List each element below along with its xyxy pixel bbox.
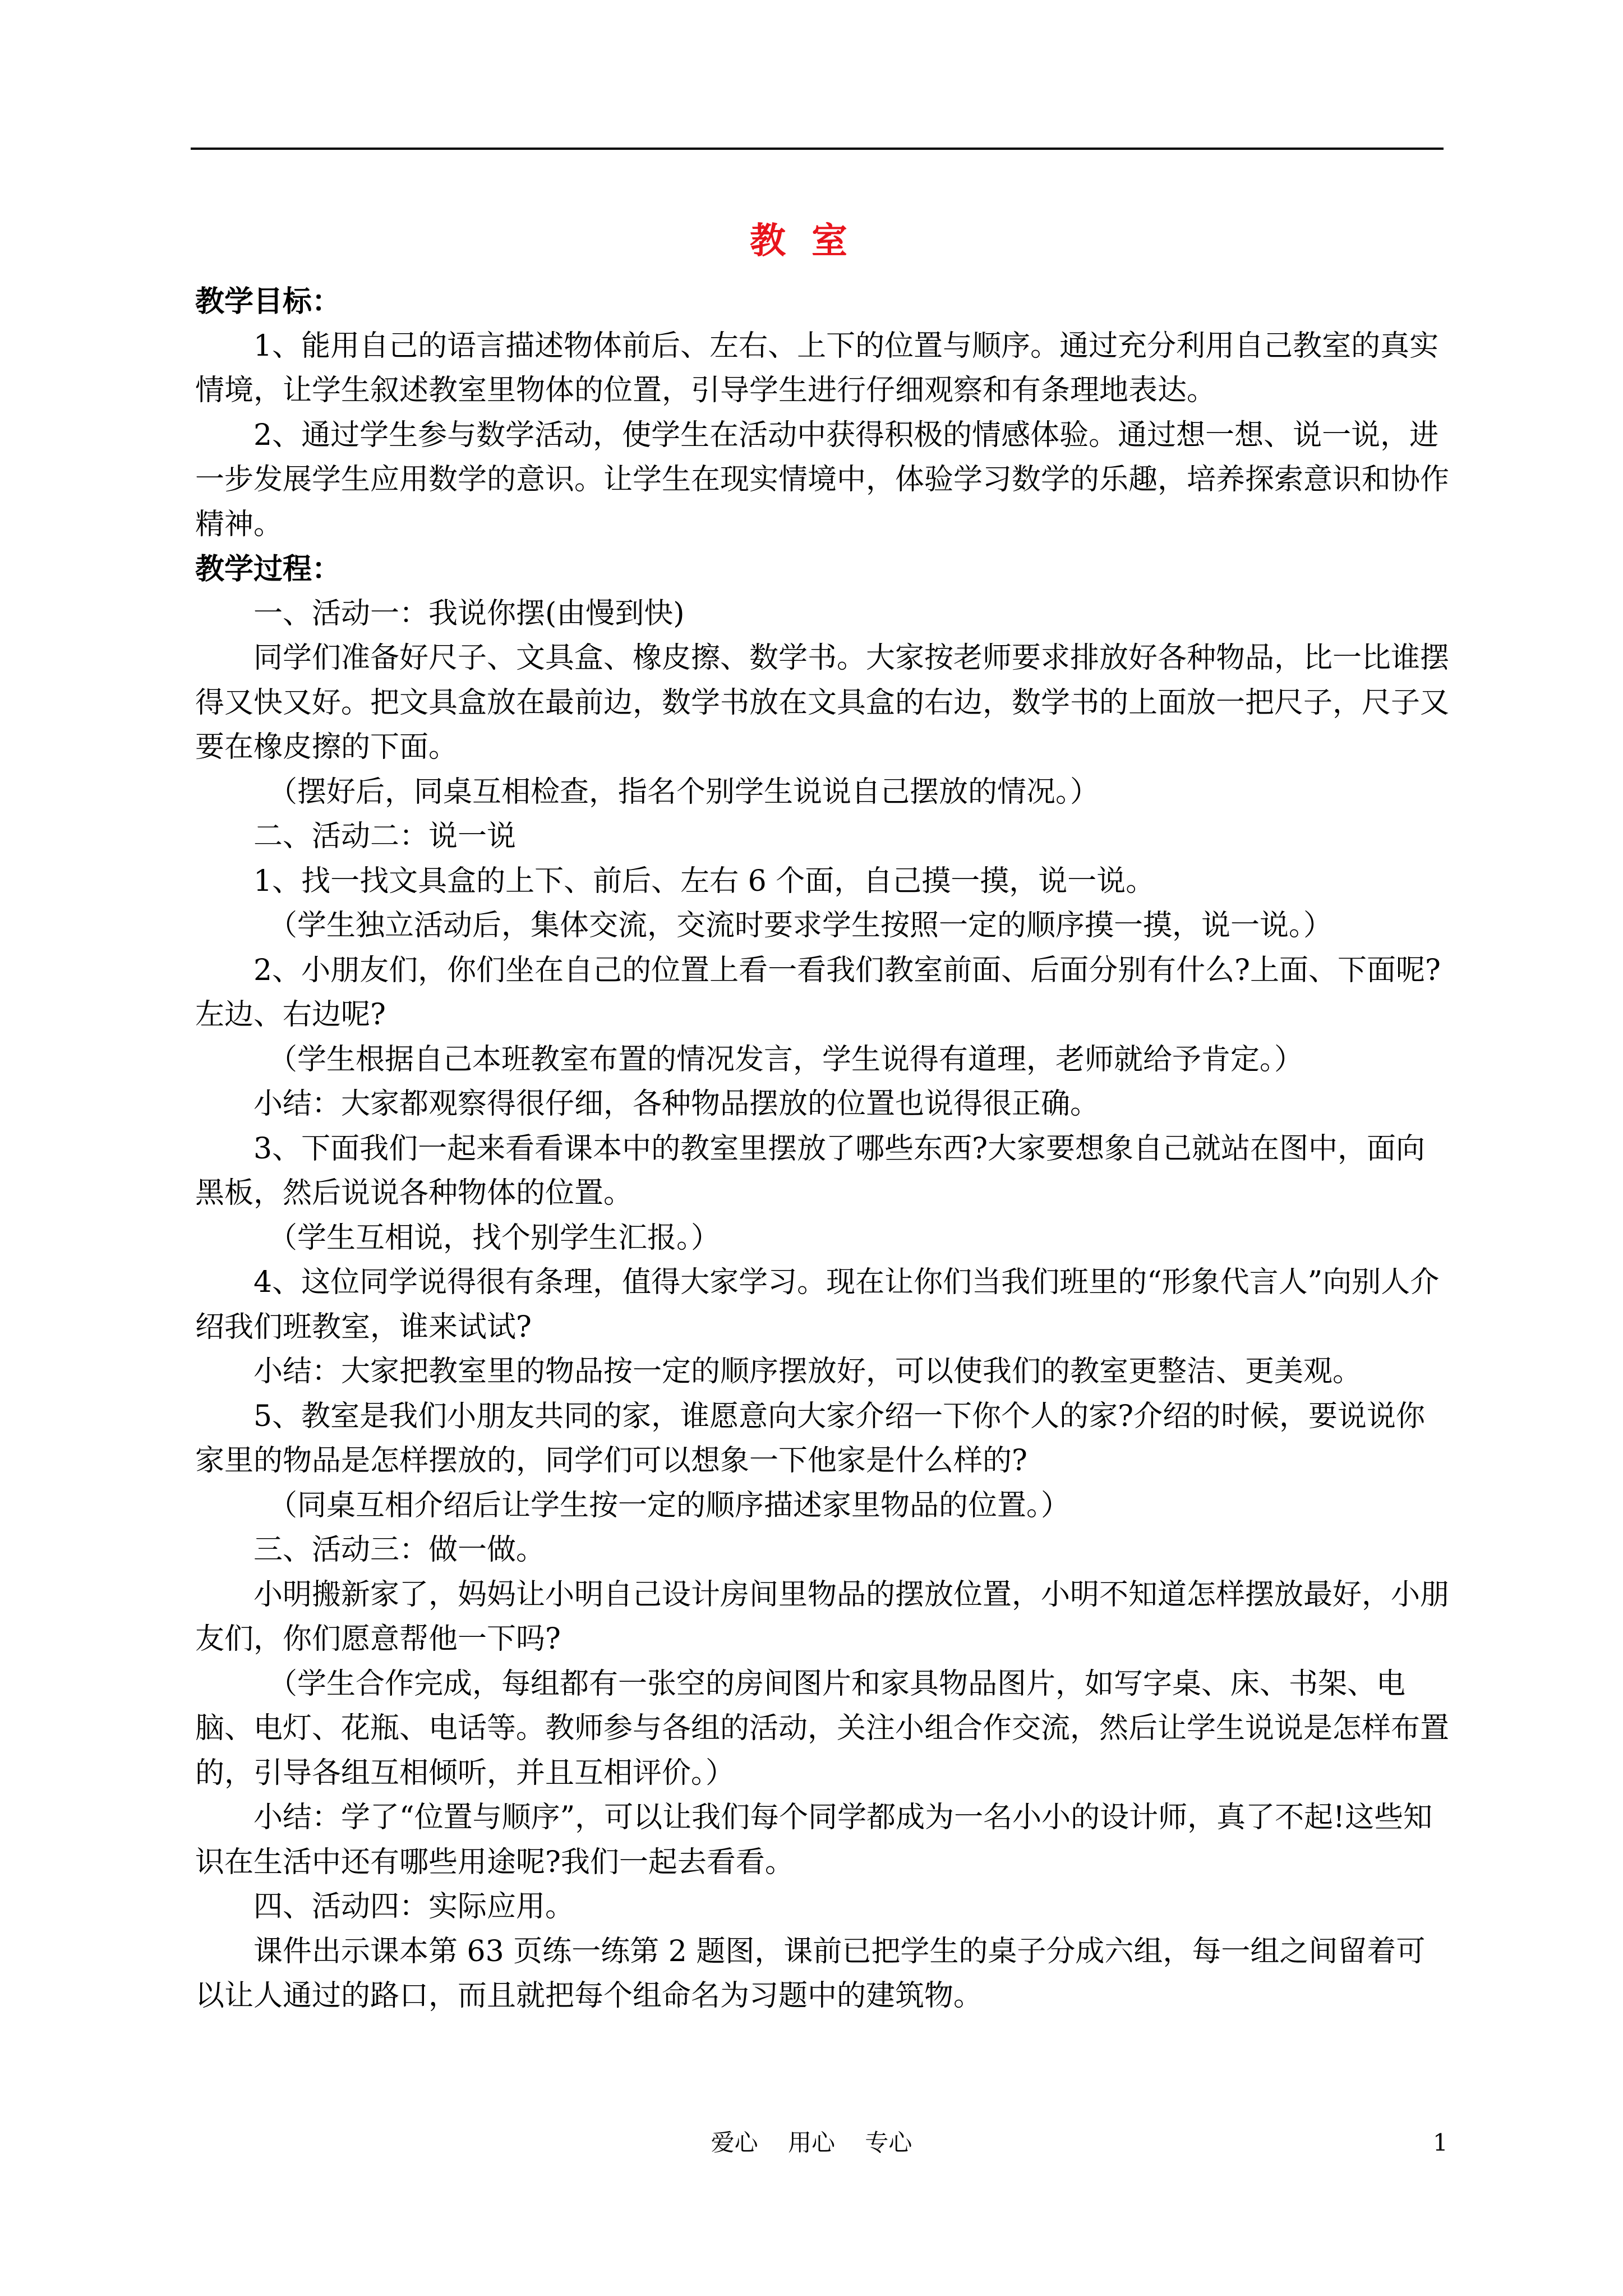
section-heading: 教学过程： [195,552,342,586]
paragraph: （学生独立活动后，集体交流，交流时要求学生按照一定的顺序摸一摸，说一说。） [268,909,1333,942]
paragraph: （同桌互相介绍后让学生按一定的顺序描述家里物品的位置。） [268,1488,1071,1522]
paragraph: 一、活动一：我说你摆(由慢到快) [253,596,685,631]
paragraph: （学生合作完成，每组都有一张空的房间图片和家具物品图片，如写字桌、床、书架、电脑、电灯、花瓶、电话等。教师参与各组的活动，关注小组合作交流，然后让学生说说是怎样布置的，引导各组互相倾听，并且互相评价。） [195,1667,1450,1790]
page-title: 教室 [750,220,873,262]
paragraph: 同学们准备好尺子、文具盒、橡皮擦、数学书。大家按老师要求排放好各种物品，比一比谁摆得又快又好。把文具盒放在最前边，数学书放在文具盒的右边，数学书的上面放一把尺子，尺子又要在橡皮擦的下面。 [195,641,1450,764]
paragraph: 课件出示课本第 63 页练一练第 2 题图，课前已把学生的桌子分成六组，每一组之间留着可以让人通过的路口，而且就把每个组命名为习题中的建筑物。 [195,1934,1426,2013]
page-number: 1 [1433,2129,1448,2156]
section-heading: 教学目标： [195,284,342,319]
paragraph: 二、活动二：说一说 [253,820,517,853]
paragraph: （学生互相说，找个别学生汇报。） [268,1221,721,1255]
paragraph: 3、下面我们一起来看看课本中的教室里摆放了哪些东西?大家要想象自己就站在图中，面向黑板，然后说说各种物体的位置。 [195,1131,1425,1210]
paragraph: 小结：大家都观察得很仔细，各种物品摆放的位置也说得很正确。 [253,1087,1100,1121]
paragraph: 4、这位同学说得很有条理，值得大家学习。现在让你们当我们班里的“形象代言人”向别人介绍我们班教室，谁来试试? [195,1266,1440,1344]
paragraph: 1、能用自己的语言描述物体前后、左右、上下的位置与顺序。通过充分利用自己教室的真实情境，让学生叙述教室里物体的位置，引导学生进行仔细观察和有条理地表达。 [195,329,1439,407]
paragraph: 小结：大家把教室里的物品按一定的顺序摆放好，可以使我们的教室更整洁、更美观。 [253,1355,1362,1388]
paragraph: 5、教室是我们小朋友共同的家，谁愿意向大家介绍一下你个人的家?介绍的时候，要说说你家里的物品是怎样摆放的，同学们可以想象一下他家是什么样的? [195,1399,1425,1478]
paragraph: 三、活动三：做一做。 [253,1533,546,1567]
paragraph: 四、活动四：实际应用。 [253,1890,575,1924]
paragraph: 2、通过学生参与数学活动，使学生在活动中获得积极的情感体验。通过想一想、说一说，进一步发展学生应用数学的意识。让学生在现实情境中，体验学习数学的乐趣，培养探索意识和协作精神。 [195,418,1450,541]
paragraph: 2、小朋友们，你们坐在自己的位置上看一看我们教室前面、后面分别有什么?上面、下面呢?左边、右边呢? [195,953,1441,1032]
paragraph: （学生根据自己本班教室布置的情况发言，学生说得有道理，老师就给予肯定。） [268,1042,1304,1076]
footer-slogan: 爱心 用心 专心 [711,2129,912,2156]
paragraph: （摆好后，同桌互相检查，指名个别学生说说自己摆放的情况。） [268,775,1100,809]
header-rule [191,148,1444,150]
paragraph: 1、找一找文具盒的上下、前后、左右 6 个面，自己摸一摸，说一说。 [253,864,1155,898]
document-body [195,279,1449,2019]
paragraph: 小结：学了“位置与顺序”，可以让我们每个同学都成为一名小小的设计师，真了不起!这些知识在生活中还有哪些用途呢?我们一起去看看。 [195,1801,1433,1879]
paragraph: 小明搬新家了，妈妈让小明自己设计房间里物品的摆放位置，小明不知道怎样摆放最好，小朋友们，你们愿意帮他一下吗? [195,1577,1450,1656]
